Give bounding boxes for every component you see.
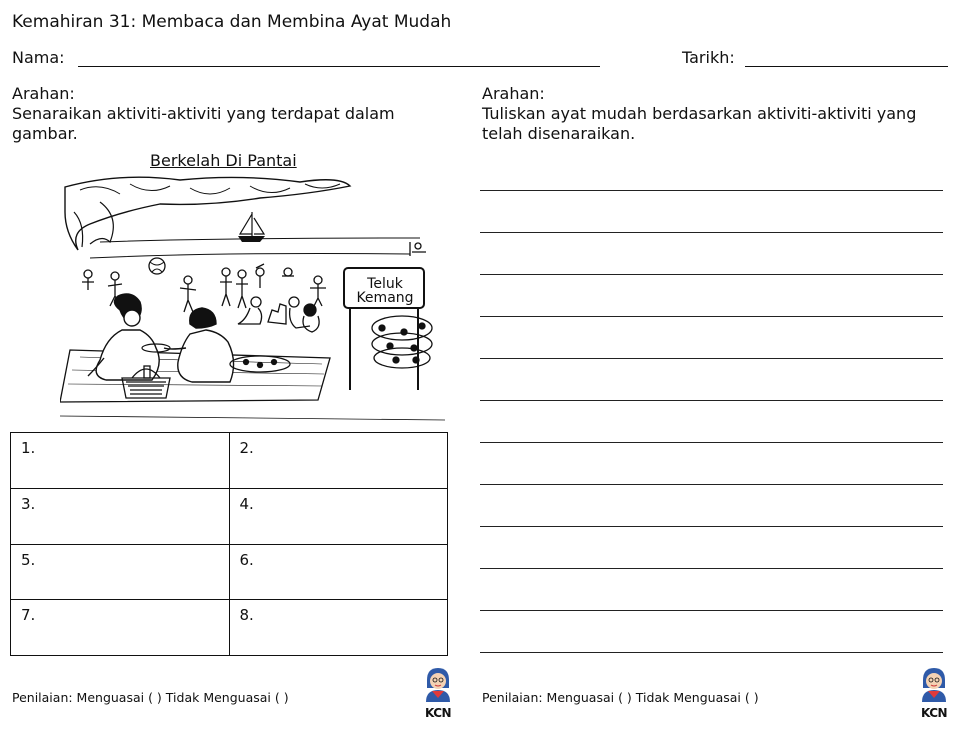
logo-text: KCN	[424, 706, 452, 720]
activity-cell[interactable]	[229, 600, 448, 656]
kcn-logo-right	[914, 666, 954, 720]
activity-cell[interactable]	[11, 544, 230, 600]
cell-number: 5.	[21, 550, 36, 569]
date-field[interactable]	[745, 66, 948, 67]
activity-cell[interactable]	[11, 433, 230, 489]
writing-line[interactable]	[480, 610, 943, 611]
right-instruction-heading: Arahan:	[482, 84, 545, 103]
activity-cell[interactable]	[11, 488, 230, 544]
writing-line[interactable]	[480, 232, 943, 233]
signboard-line2: Kemang	[356, 290, 414, 306]
activity-list-table	[10, 432, 448, 656]
writing-line[interactable]	[480, 316, 943, 317]
cell-number: 3.	[21, 494, 36, 513]
cell-number: 7.	[21, 606, 36, 625]
activity-cell[interactable]	[229, 544, 448, 600]
writing-line[interactable]	[480, 484, 943, 485]
cell-number: 4.	[239, 494, 254, 513]
left-instruction-line1: Senaraikan aktiviti-aktiviti yang terdapat dalam	[12, 104, 395, 123]
cell-number: 8.	[239, 606, 254, 625]
left-instruction-heading: Arahan:	[12, 84, 75, 103]
date-label: Tarikh:	[682, 48, 735, 67]
left-instruction-line2: gambar.	[12, 124, 78, 143]
assessment-right: Penilaian: Menguasai ( ) Tidak Menguasai ( )	[482, 690, 759, 705]
teacher-mascot-icon	[919, 666, 949, 702]
right-instruction-line2: telah disenaraikan.	[482, 124, 636, 143]
writing-line[interactable]	[480, 652, 943, 653]
picture-title: Berkelah Di Pantai	[150, 151, 297, 170]
name-field[interactable]	[78, 66, 600, 67]
writing-line[interactable]	[480, 274, 943, 275]
logo-text: KCN	[920, 706, 948, 720]
writing-line[interactable]	[480, 190, 943, 191]
activity-cell[interactable]	[11, 600, 230, 656]
cell-number: 6.	[239, 550, 254, 569]
signboard	[350, 277, 420, 305]
cell-number: 1.	[21, 439, 36, 457]
signboard-line1: Teluk	[367, 276, 403, 292]
assessment-left: Penilaian: Menguasai ( ) Tidak Menguasai ( )	[12, 690, 289, 705]
teacher-mascot-icon	[423, 666, 453, 702]
kcn-logo-left	[418, 666, 458, 720]
writing-line[interactable]	[480, 400, 943, 401]
cell-number: 2.	[239, 439, 254, 457]
writing-line[interactable]	[480, 442, 943, 443]
activity-cell[interactable]	[229, 433, 448, 489]
name-label: Nama:	[12, 48, 65, 67]
writing-line[interactable]	[480, 358, 943, 359]
writing-line[interactable]	[480, 526, 943, 527]
right-instruction-line1: Tuliskan ayat mudah berdasarkan aktiviti-aktiviti yang	[482, 104, 917, 123]
worksheet-title: Kemahiran 31: Membaca dan Membina Ayat Mudah	[12, 12, 452, 32]
writing-line[interactable]	[480, 568, 943, 569]
activity-cell[interactable]	[229, 488, 448, 544]
